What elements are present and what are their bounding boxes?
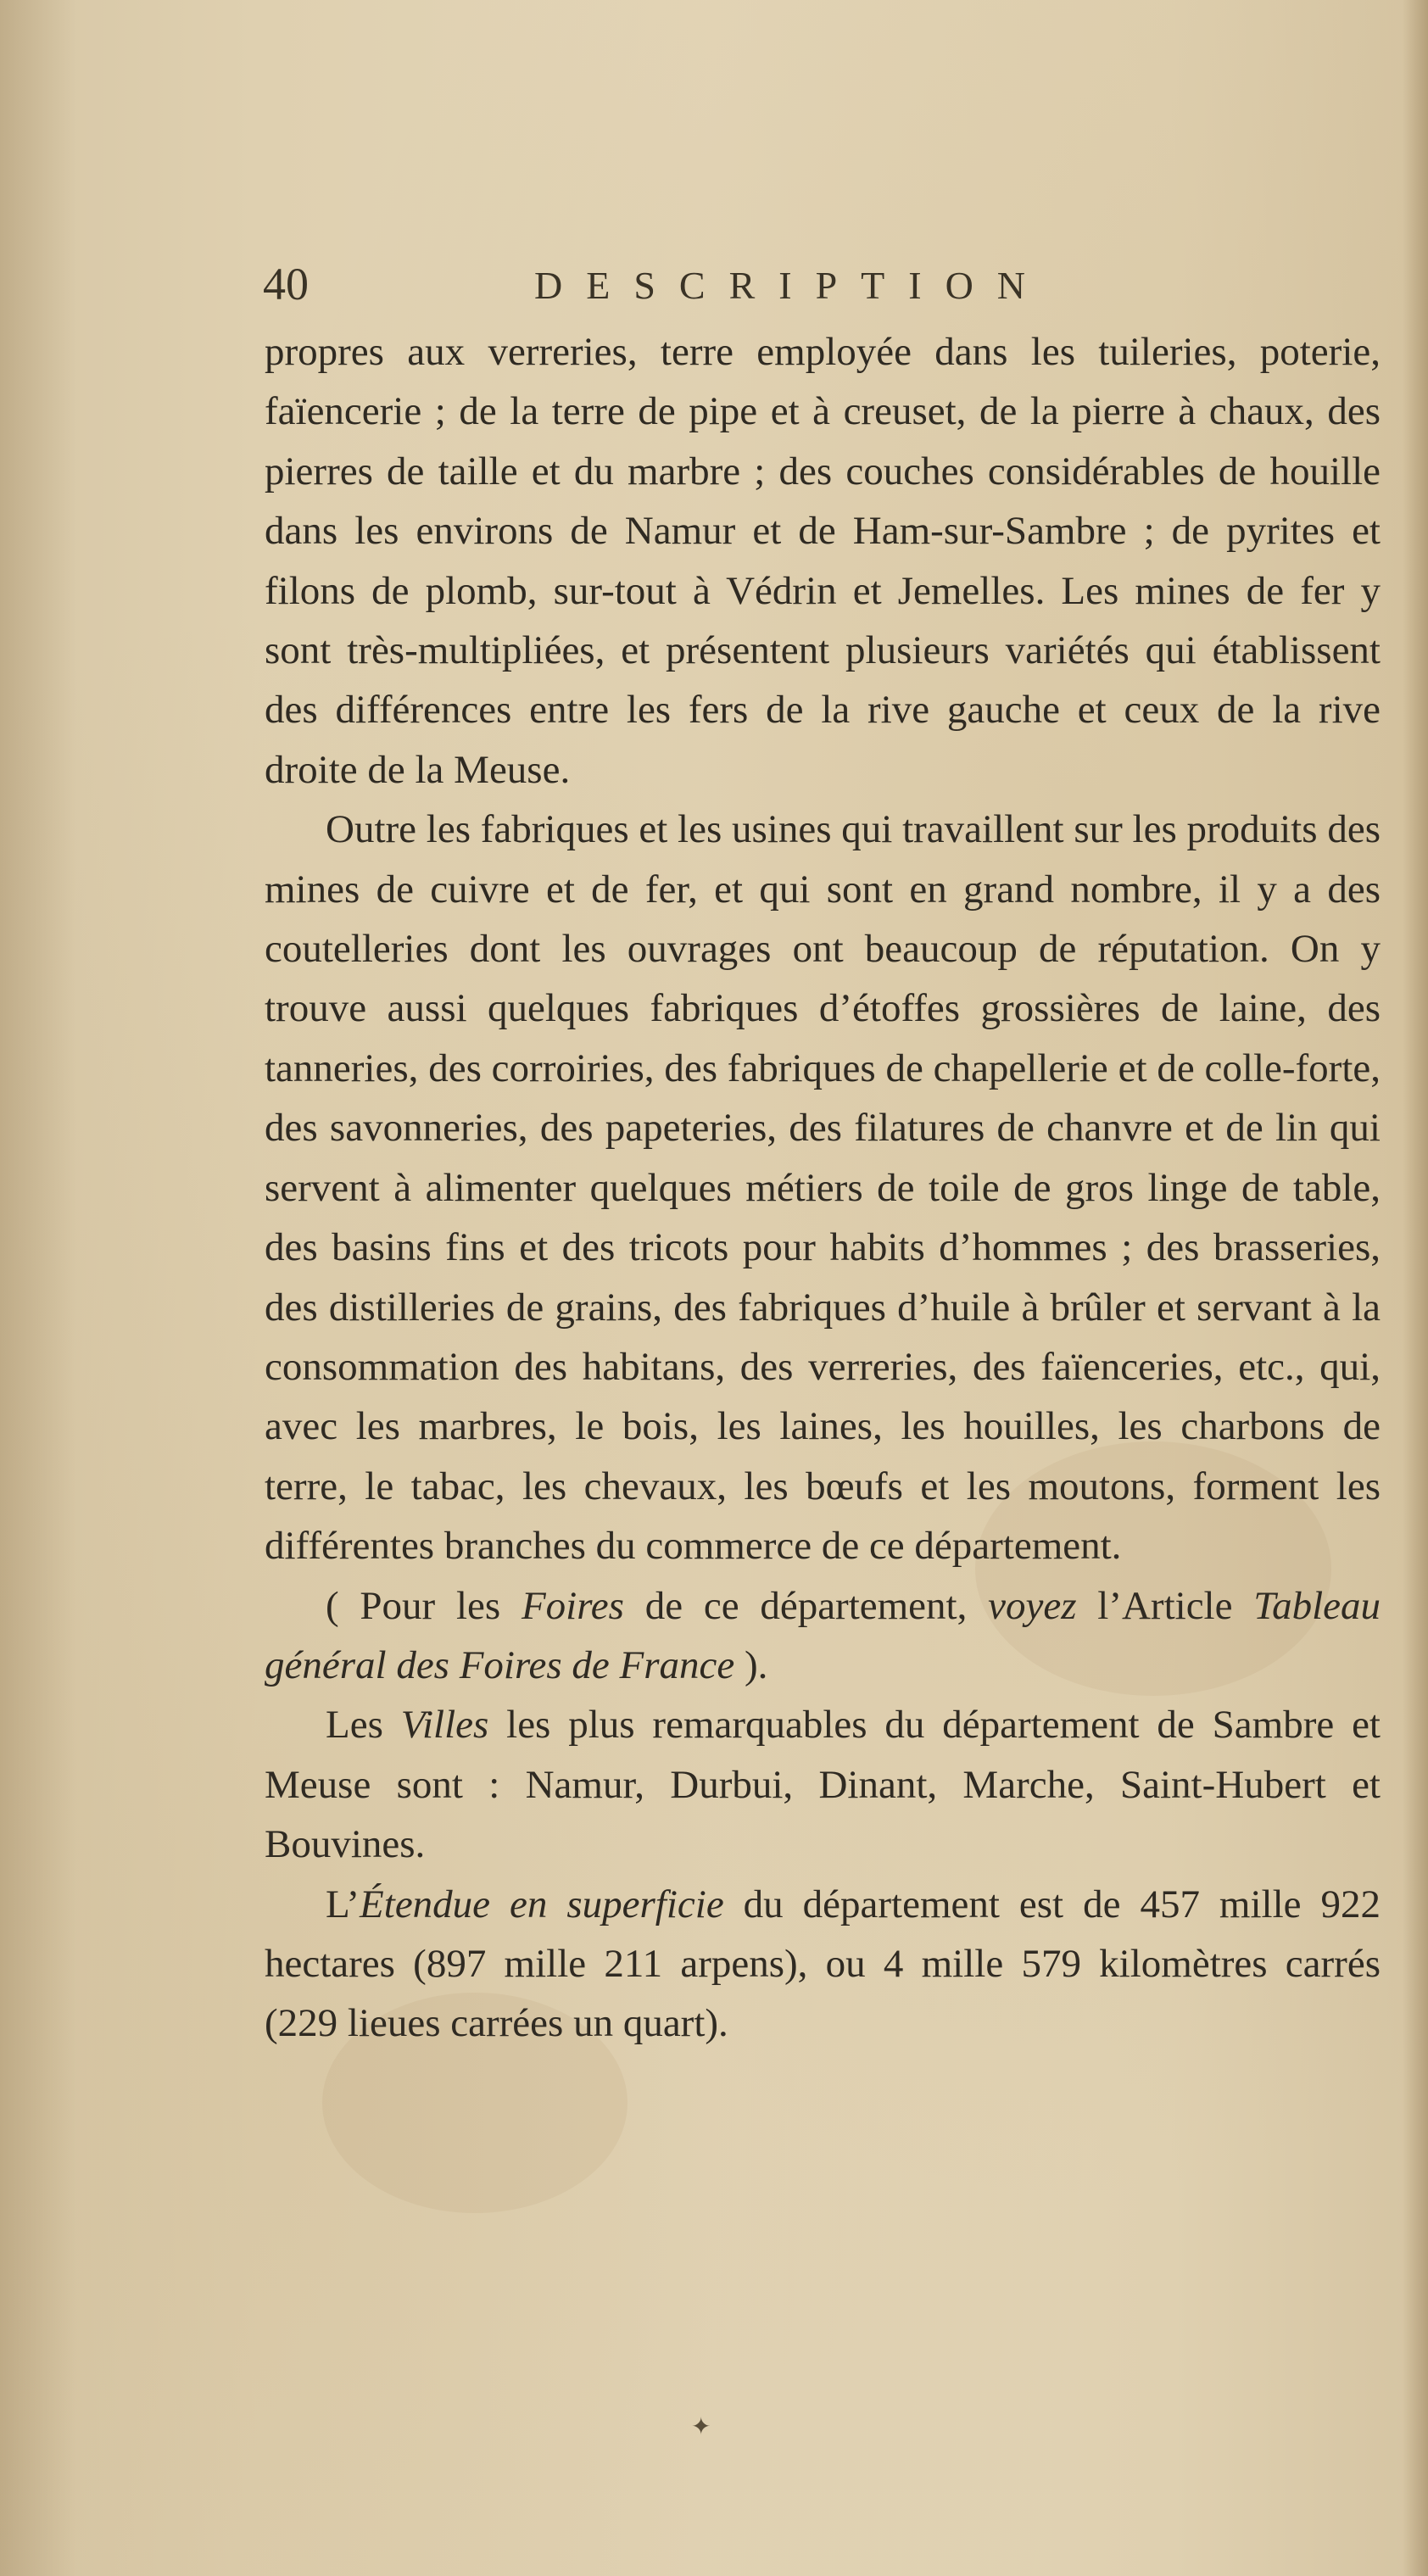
text-run: du département est de 457 mille 922 hectares (897 mille 211 arpens), ou 4 mille 579 kilomètres carrés (229 lieues carrées un quart). xyxy=(265,1882,1381,2046)
text-run: l’Article xyxy=(1076,1583,1254,1628)
italic-text-run: Tableau général des Foires de France xyxy=(265,1583,1381,1687)
running-head xyxy=(254,254,1382,322)
text-run: ( Pour les xyxy=(326,1583,522,1628)
italic-text-run: Villes xyxy=(400,1703,489,1748)
italic-text-run: voyez xyxy=(988,1583,1077,1628)
paragraph-villes xyxy=(265,1695,1381,1874)
text-run: ). xyxy=(734,1642,768,1687)
text-run: Outre les fabriques et les usines qui travaillent sur les produits des mines de cuivre et de fer, et qui sont en grand nombre, il y a des coutelleries dont les ouvrages ont beaucoup de réputation. On y trouve aussi quelques fabriques d’étoffes grossières de laine, des tanneries, des corroiries, des fabriques de chapellerie et de colle-forte, des savonneries, des papeteries, des filatures de chanvre et de lin qui servent à alimenter quelques métiers de toile de gros linge de table, des basins fins et des tricots pour habits d’hommes ; des brasseries, des distilleries de grains, des fabriques d’huile à brûler et servant à la consommation des habitans, des verreries, des faïenceries, etc., qui, avec les marbres, le bois, les laines, les houilles, les charbons de terre, le tabac, les chevaux, les bœufs et les moutons, forment les différentes branches du commerce de ce département. xyxy=(265,807,1381,1569)
paragraph-etendue xyxy=(265,1875,1381,2054)
text-run: Les xyxy=(326,1703,401,1748)
paragraph-foires xyxy=(265,1576,1381,1696)
italic-text-run: Foires xyxy=(521,1583,624,1628)
italic-text-run: Étendue en superficie xyxy=(360,1882,724,1926)
paragraph-continuation xyxy=(265,322,1381,800)
text-run: L’ xyxy=(326,1882,360,1926)
running-title: DESCRIPTION xyxy=(534,264,1050,307)
body-text xyxy=(265,322,1381,2054)
text-run: les plus remarquables du département de Sambre et Meuse sont : Namur, Durbui, Dinant, Marche, Saint-Hubert et Bouvines. xyxy=(265,1703,1381,1867)
text-run: de ce département, xyxy=(623,1583,989,1628)
ornament-mark: ✦ xyxy=(691,2414,711,2440)
text-run: propres aux verreries, terre employée dans les tuileries, poterie, faïencerie ; de la terre de pipe et à creuset, de la pierre à chaux, des pierres de taille et du marbre ; des couches considérables de houille dans les environs de Namur et de Ham-sur-Sambre ; de pyrites et filons de plomb, sur-tout à Védrin et Jemelles. Les mines de fer y sont très-multipliées, et présentent plusieurs variétés qui établissent des différences entre les fers de la rive gauche et ceux de la rive droite de la Meuse. xyxy=(265,330,1381,792)
paragraph-industry xyxy=(265,800,1381,1575)
page-number: 40 xyxy=(263,259,309,309)
